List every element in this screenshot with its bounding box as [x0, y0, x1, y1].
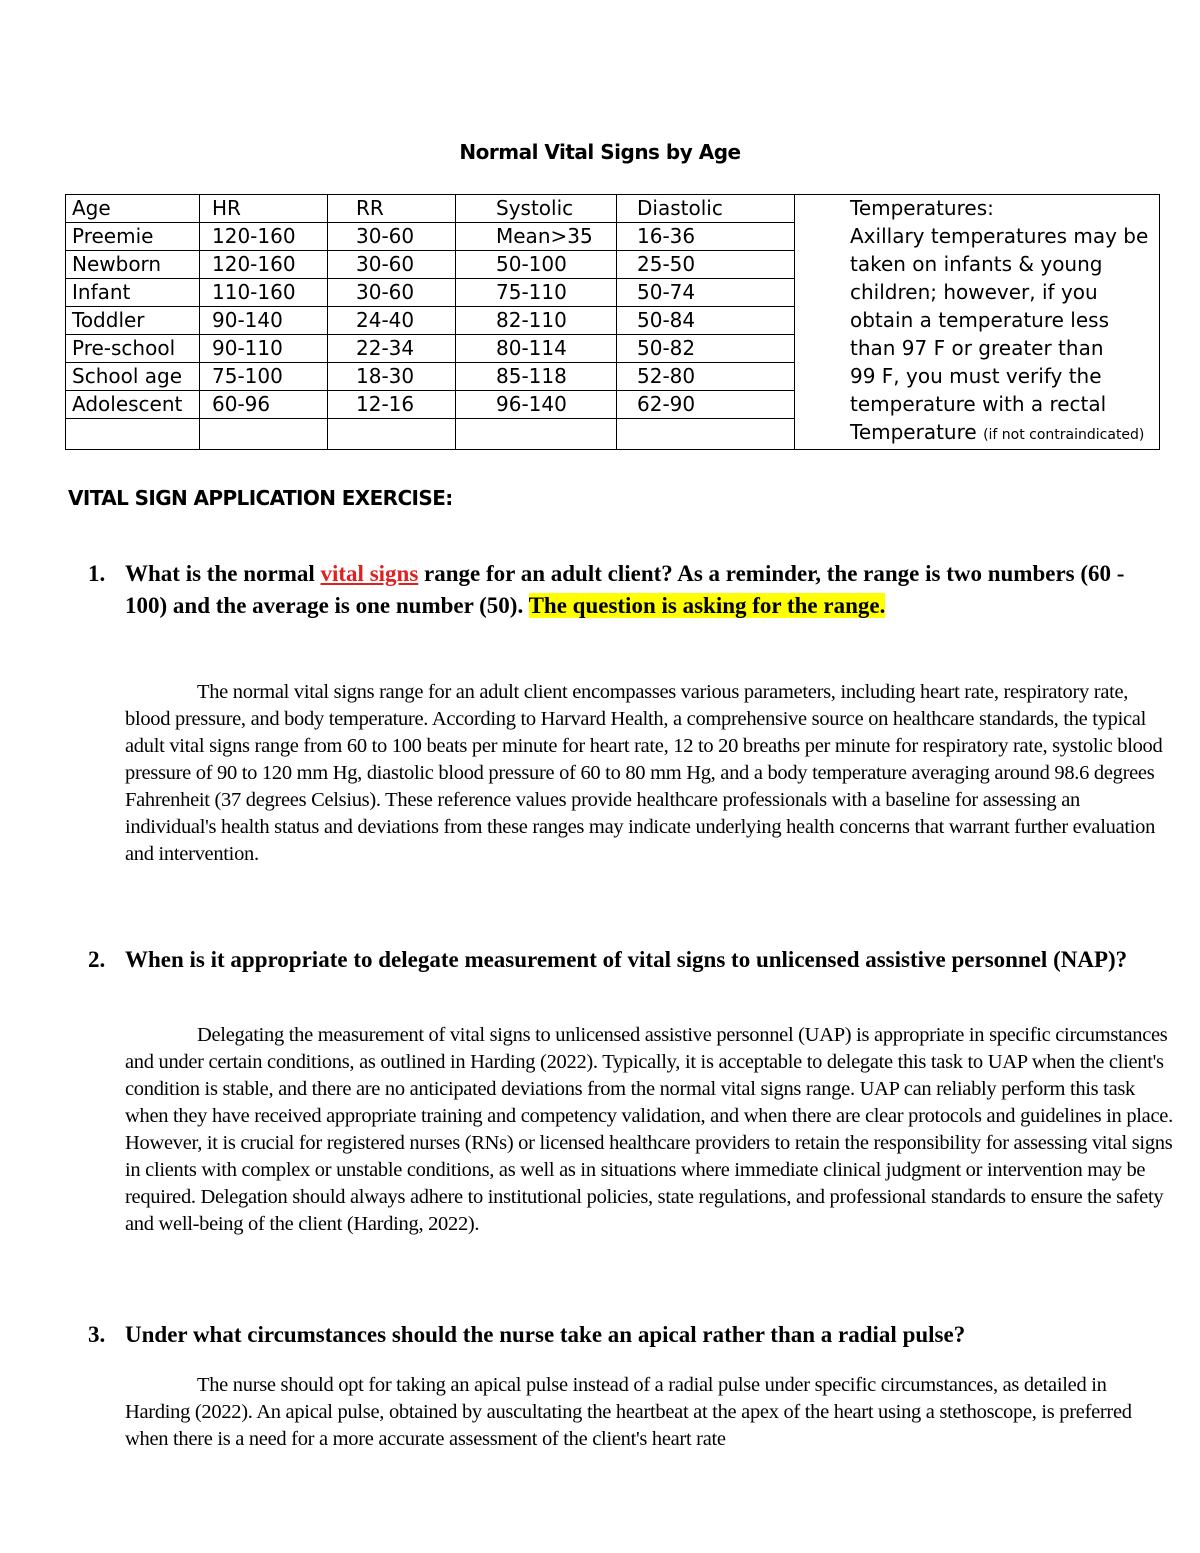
- question-3: [88, 1319, 1168, 1351]
- column-header: Diastolic: [617, 195, 795, 223]
- question-2: [88, 944, 1168, 976]
- table-cell: Infant: [66, 279, 200, 307]
- question-number: 3.: [88, 1322, 106, 1347]
- page-title: Normal Vital Signs by Age: [459, 140, 741, 164]
- temperature-note-line: Axillary temperatures may be: [795, 223, 1160, 251]
- table-cell: 25-50: [617, 251, 795, 279]
- temperature-contraindication-note: (if not contraindicated): [983, 426, 1145, 443]
- question-text: Under what circumstances should the nurse take an apical rather than a radial pulse?: [125, 1322, 966, 1347]
- temperature-last-line: Temperature: [850, 419, 977, 444]
- table-cell: [200, 419, 328, 450]
- table-cell: Newborn: [66, 251, 200, 279]
- temperature-note-line: temperature with a rectal: [795, 391, 1160, 419]
- question-number: 2.: [88, 947, 106, 972]
- table-cell: Pre-school: [66, 335, 200, 363]
- question-text: When is it appropriate to delegate measurement of vital signs to unlicensed assistive personnel (NAP)?: [125, 947, 1128, 972]
- column-header: Temperatures:: [795, 195, 1160, 223]
- table-row: [66, 363, 1160, 391]
- table-cell: 18-30: [328, 363, 456, 391]
- table-cell: 30-60: [328, 279, 456, 307]
- table-cell: Adolescent: [66, 391, 200, 419]
- temperature-note-line: [795, 419, 1160, 450]
- table-cell: 50-74: [617, 279, 795, 307]
- table-cell: 16-36: [617, 223, 795, 251]
- table-cell: 90-110: [200, 335, 328, 363]
- temperature-note-line: children; however, if you: [795, 279, 1160, 307]
- temperature-note-line: obtain a temperature less: [795, 307, 1160, 335]
- table-cell: 12-16: [328, 391, 456, 419]
- table-cell: 120-160: [200, 223, 328, 251]
- temperature-note-line: than 97 F or greater than: [795, 335, 1160, 363]
- vital-signs-table: [65, 194, 1160, 450]
- table-cell: 62-90: [617, 391, 795, 419]
- exercise-heading: VITAL SIGN APPLICATION EXERCISE:: [68, 486, 453, 510]
- table-cell: 110-160: [200, 279, 328, 307]
- answer-3: [125, 1372, 1175, 1453]
- table-row: [66, 223, 1160, 251]
- table-cell: 50-100: [456, 251, 617, 279]
- highlighted-text: The question is asking for the range.: [528, 593, 886, 618]
- table-cell: 50-84: [617, 307, 795, 335]
- vital-signs-link[interactable]: vital signs: [320, 561, 419, 586]
- table-row: [66, 335, 1160, 363]
- answer-text: Delegating the measurement of vital signs to unlicensed assistive personnel (UAP) is appropriate in specific circumstances and under certain conditions, as outlined in Harding (2022). Typically, it is acceptable to delegate this task to UAP when the client's condition is stable, and there are no anticipated deviations from the normal vital signs range. UAP can reliably perform this task when they have received appropriate training and competency validation, and when there are clear protocols and guidelines in place. However, it is crucial for registered nurses (RNs) or licensed healthcare providers to retain the responsibility for assessing vital signs in clients with complex or unstable conditions, as well as in situations where immediate clinical judgment or intervention may be required. Delegation should always adhere to institutional policies, state regulations, and professional standards to ensure the safety and well-being of the client (Harding, 2022).: [125, 1024, 1173, 1235]
- column-header: Systolic: [456, 195, 617, 223]
- table-cell: [617, 419, 795, 450]
- table-cell: School age: [66, 363, 200, 391]
- answer-text: The nurse should opt for taking an apical pulse instead of a radial pulse under specific circumstances, as detailed in Harding (2022). An apical pulse, obtained by auscultating the heartbeat at the apex of the heart using a stethoscope, is preferred when there is a need for a more accurate assessment of the client's heart rate: [125, 1374, 1132, 1450]
- table-row: [66, 391, 1160, 419]
- answer-1: [125, 679, 1175, 868]
- table-cell: 90-140: [200, 307, 328, 335]
- table-cell: 22-34: [328, 335, 456, 363]
- table-cell: 80-114: [456, 335, 617, 363]
- table-cell: 96-140: [456, 391, 617, 419]
- column-header: Age: [66, 195, 200, 223]
- table-cell: 85-118: [456, 363, 617, 391]
- temperature-note-line: taken on infants & young: [795, 251, 1160, 279]
- temperature-note-line: 99 F, you must verify the: [795, 363, 1160, 391]
- table-cell: Preemie: [66, 223, 200, 251]
- question-number: 1.: [88, 561, 106, 586]
- table-cell: 120-160: [200, 251, 328, 279]
- table-cell: Toddler: [66, 307, 200, 335]
- answer-2: [125, 1022, 1175, 1238]
- table-cell: 60-96: [200, 391, 328, 419]
- table-cell: 30-60: [328, 223, 456, 251]
- question-1: [88, 558, 1168, 622]
- table-cell: 52-80: [617, 363, 795, 391]
- table-cell: 50-82: [617, 335, 795, 363]
- table-row: [66, 279, 1160, 307]
- table-cell: 75-100: [200, 363, 328, 391]
- table-cell: [328, 419, 456, 450]
- table-row: [66, 251, 1160, 279]
- table-cell: Mean>35: [456, 223, 617, 251]
- table-cell: 82-110: [456, 307, 617, 335]
- table-cell: 24-40: [328, 307, 456, 335]
- table-cell: [456, 419, 617, 450]
- table-cell: 75-110: [456, 279, 617, 307]
- column-header: HR: [200, 195, 328, 223]
- table-cell: [66, 419, 200, 450]
- column-header: RR: [328, 195, 456, 223]
- table-cell: 30-60: [328, 251, 456, 279]
- table-row: [66, 307, 1160, 335]
- table-row-empty: [66, 419, 1160, 450]
- answer-text: The normal vital signs range for an adult client encompasses various parameters, including heart rate, respiratory rate, blood pressure, and body temperature. According to Harvard Health, a comprehensive source on healthcare standards, the typical adult vital signs range from 60 to 100 beats per minute for heart rate, 12 to 20 breaths per minute for respiratory rate, systolic blood pressure of 90 to 120 mm Hg, diastolic blood pressure of 60 to 80 mm Hg, and a body temperature averaging around 98.6 degrees Fahrenheit (37 degrees Celsius). These reference values provide healthcare professionals with a baseline for assessing an individual's health status and deviations from these ranges may indicate underlying health concerns that warrant further evaluation and intervention.: [125, 681, 1163, 865]
- table-header-row: [66, 195, 1160, 223]
- question-text: What is the normal vital signs range for an adult client? As a reminder, the range is two numbers (60 - 100) and the average is one number (50). The question is asking for the range.: [125, 561, 1125, 618]
